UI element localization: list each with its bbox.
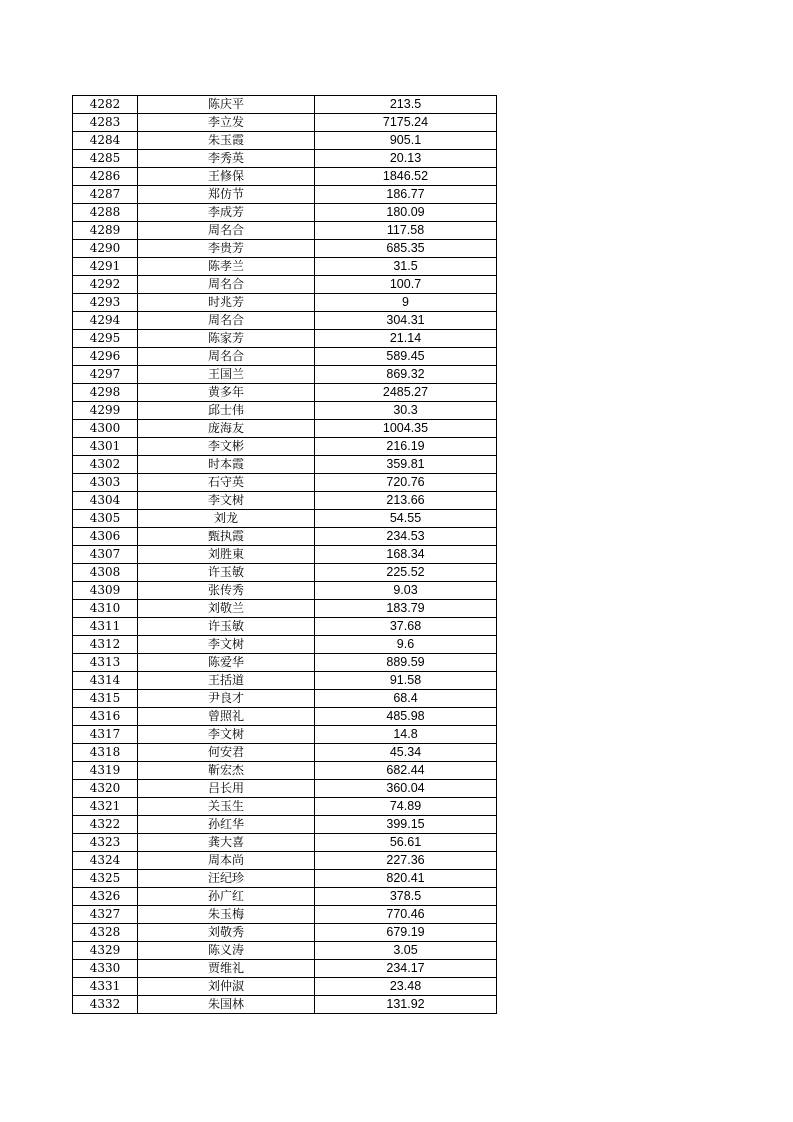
name-cell: 周名合	[138, 348, 315, 366]
table-row	[73, 186, 497, 204]
amount-cell: 2485.27	[315, 384, 497, 402]
table-row	[73, 960, 497, 978]
row-id-cell: 4317	[73, 726, 138, 744]
row-id-cell: 4304	[73, 492, 138, 510]
amount-cell: 485.98	[315, 708, 497, 726]
amount-cell: 889.59	[315, 654, 497, 672]
table-row	[73, 366, 497, 384]
row-id-cell: 4328	[73, 924, 138, 942]
name-cell: 刘敬兰	[138, 600, 315, 618]
row-id-cell: 4311	[73, 618, 138, 636]
row-id-cell: 4288	[73, 204, 138, 222]
table-row	[73, 762, 497, 780]
row-id-cell: 4282	[73, 96, 138, 114]
table-row	[73, 528, 497, 546]
row-id-cell: 4312	[73, 636, 138, 654]
amount-cell: 91.58	[315, 672, 497, 690]
name-cell: 陈义涛	[138, 942, 315, 960]
row-id-cell: 4284	[73, 132, 138, 150]
amount-cell: 183.79	[315, 600, 497, 618]
row-id-cell: 4286	[73, 168, 138, 186]
table-row	[73, 564, 497, 582]
name-cell: 朱玉梅	[138, 906, 315, 924]
amount-cell: 682.44	[315, 762, 497, 780]
name-cell: 石守英	[138, 474, 315, 492]
name-cell: 时本霞	[138, 456, 315, 474]
table-row	[73, 870, 497, 888]
table-row	[73, 546, 497, 564]
amount-cell: 3.05	[315, 942, 497, 960]
name-cell: 刘敬秀	[138, 924, 315, 942]
table-row	[73, 600, 497, 618]
amount-cell: 905.1	[315, 132, 497, 150]
name-cell: 尹良才	[138, 690, 315, 708]
table-row	[73, 114, 497, 132]
amount-cell: 31.5	[315, 258, 497, 276]
amount-cell: 45.34	[315, 744, 497, 762]
amount-cell: 213.5	[315, 96, 497, 114]
name-cell: 周名合	[138, 276, 315, 294]
table-row	[73, 492, 497, 510]
name-cell: 靳宏杰	[138, 762, 315, 780]
name-cell: 李成芳	[138, 204, 315, 222]
name-cell: 汪纪珍	[138, 870, 315, 888]
name-cell: 李文彬	[138, 438, 315, 456]
amount-cell: 14.8	[315, 726, 497, 744]
name-cell: 朱国林	[138, 996, 315, 1014]
name-cell: 陈爱华	[138, 654, 315, 672]
table-row	[73, 96, 497, 114]
table-row	[73, 798, 497, 816]
row-id-cell: 4308	[73, 564, 138, 582]
name-cell: 周本尚	[138, 852, 315, 870]
table-body	[73, 96, 497, 1014]
name-cell: 周名合	[138, 222, 315, 240]
name-cell: 李文树	[138, 726, 315, 744]
table-row	[73, 168, 497, 186]
table-row	[73, 618, 497, 636]
row-id-cell: 4298	[73, 384, 138, 402]
row-id-cell: 4302	[73, 456, 138, 474]
amount-cell: 9.6	[315, 636, 497, 654]
table-row	[73, 510, 497, 528]
amount-cell: 1004.35	[315, 420, 497, 438]
amount-cell: 234.53	[315, 528, 497, 546]
amount-cell: 227.36	[315, 852, 497, 870]
name-cell: 王修保	[138, 168, 315, 186]
row-id-cell: 4323	[73, 834, 138, 852]
table-row	[73, 744, 497, 762]
name-cell: 孙红华	[138, 816, 315, 834]
amount-cell: 37.68	[315, 618, 497, 636]
name-cell: 龚大喜	[138, 834, 315, 852]
name-cell: 许玉敏	[138, 564, 315, 582]
name-cell: 关玉生	[138, 798, 315, 816]
name-cell: 李文树	[138, 492, 315, 510]
name-cell: 邱士伟	[138, 402, 315, 420]
amount-cell: 68.4	[315, 690, 497, 708]
table-row	[73, 636, 497, 654]
row-id-cell: 4315	[73, 690, 138, 708]
table-row	[73, 906, 497, 924]
amount-cell: 117.58	[315, 222, 497, 240]
amount-cell: 770.46	[315, 906, 497, 924]
name-cell: 周名合	[138, 312, 315, 330]
table-row	[73, 312, 497, 330]
name-cell: 王国兰	[138, 366, 315, 384]
name-cell: 时兆芳	[138, 294, 315, 312]
amount-cell: 234.17	[315, 960, 497, 978]
table-row	[73, 996, 497, 1014]
amount-cell: 359.81	[315, 456, 497, 474]
row-id-cell: 4321	[73, 798, 138, 816]
table-row	[73, 438, 497, 456]
table-row	[73, 978, 497, 996]
table-row	[73, 258, 497, 276]
table-row	[73, 708, 497, 726]
row-id-cell: 4305	[73, 510, 138, 528]
row-id-cell: 4291	[73, 258, 138, 276]
row-id-cell: 4283	[73, 114, 138, 132]
row-id-cell: 4285	[73, 150, 138, 168]
amount-cell: 720.76	[315, 474, 497, 492]
amount-cell: 9.03	[315, 582, 497, 600]
name-cell: 王括道	[138, 672, 315, 690]
row-id-cell: 4303	[73, 474, 138, 492]
name-cell: 陈庆平	[138, 96, 315, 114]
amount-cell: 685.35	[315, 240, 497, 258]
row-id-cell: 4299	[73, 402, 138, 420]
name-cell: 刘胜東	[138, 546, 315, 564]
table-row	[73, 330, 497, 348]
row-id-cell: 4332	[73, 996, 138, 1014]
amount-cell: 869.32	[315, 366, 497, 384]
table-row	[73, 924, 497, 942]
row-id-cell: 4297	[73, 366, 138, 384]
row-id-cell: 4324	[73, 852, 138, 870]
table-row	[73, 654, 497, 672]
row-id-cell: 4300	[73, 420, 138, 438]
row-id-cell: 4287	[73, 186, 138, 204]
row-id-cell: 4294	[73, 312, 138, 330]
row-id-cell: 4316	[73, 708, 138, 726]
amount-cell: 56.61	[315, 834, 497, 852]
table-row	[73, 582, 497, 600]
row-id-cell: 4326	[73, 888, 138, 906]
table-row	[73, 726, 497, 744]
row-id-cell: 4293	[73, 294, 138, 312]
name-cell: 甄执霞	[138, 528, 315, 546]
amount-cell: 820.41	[315, 870, 497, 888]
table-row	[73, 276, 497, 294]
table-row	[73, 240, 497, 258]
amount-cell: 180.09	[315, 204, 497, 222]
table-row	[73, 780, 497, 798]
row-id-cell: 4306	[73, 528, 138, 546]
name-cell: 刘仲淑	[138, 978, 315, 996]
name-cell: 曾照礼	[138, 708, 315, 726]
name-cell: 吕长用	[138, 780, 315, 798]
table-row	[73, 942, 497, 960]
name-cell: 陈家芳	[138, 330, 315, 348]
row-id-cell: 4320	[73, 780, 138, 798]
name-cell: 朱玉霞	[138, 132, 315, 150]
amount-cell: 213.66	[315, 492, 497, 510]
row-id-cell: 4314	[73, 672, 138, 690]
row-id-cell: 4310	[73, 600, 138, 618]
row-id-cell: 4292	[73, 276, 138, 294]
table-row	[73, 294, 497, 312]
row-id-cell: 4330	[73, 960, 138, 978]
amount-cell: 131.92	[315, 996, 497, 1014]
row-id-cell: 4307	[73, 546, 138, 564]
table-row	[73, 852, 497, 870]
row-id-cell: 4309	[73, 582, 138, 600]
name-cell: 李文树	[138, 636, 315, 654]
row-id-cell: 4290	[73, 240, 138, 258]
name-cell: 庞海友	[138, 420, 315, 438]
table-row	[73, 672, 497, 690]
row-id-cell: 4327	[73, 906, 138, 924]
row-id-cell: 4325	[73, 870, 138, 888]
table-row	[73, 456, 497, 474]
amount-cell: 54.55	[315, 510, 497, 528]
name-cell: 李贵芳	[138, 240, 315, 258]
table-row	[73, 690, 497, 708]
name-cell: 李秀英	[138, 150, 315, 168]
name-cell: 何安君	[138, 744, 315, 762]
row-id-cell: 4322	[73, 816, 138, 834]
table-row	[73, 222, 497, 240]
table-row	[73, 816, 497, 834]
name-cell: 孙广红	[138, 888, 315, 906]
row-id-cell: 4313	[73, 654, 138, 672]
amount-cell: 186.77	[315, 186, 497, 204]
row-id-cell: 4318	[73, 744, 138, 762]
amount-cell: 7175.24	[315, 114, 497, 132]
row-id-cell: 4301	[73, 438, 138, 456]
amount-cell: 168.34	[315, 546, 497, 564]
name-cell: 李立发	[138, 114, 315, 132]
table-row	[73, 132, 497, 150]
amount-cell: 589.45	[315, 348, 497, 366]
table-row	[73, 348, 497, 366]
name-cell: 刘龙	[138, 510, 315, 528]
amount-cell: 225.52	[315, 564, 497, 582]
table-row	[73, 150, 497, 168]
table-row	[73, 420, 497, 438]
amount-cell: 304.31	[315, 312, 497, 330]
name-cell: 贾维礼	[138, 960, 315, 978]
amount-cell: 74.89	[315, 798, 497, 816]
row-id-cell: 4289	[73, 222, 138, 240]
amount-cell: 23.48	[315, 978, 497, 996]
amount-cell: 216.19	[315, 438, 497, 456]
table-row	[73, 402, 497, 420]
table-row	[73, 204, 497, 222]
row-id-cell: 4329	[73, 942, 138, 960]
row-id-cell: 4319	[73, 762, 138, 780]
row-id-cell: 4295	[73, 330, 138, 348]
row-id-cell: 4296	[73, 348, 138, 366]
name-cell: 郑仿节	[138, 186, 315, 204]
table-row	[73, 834, 497, 852]
amount-cell: 679.19	[315, 924, 497, 942]
data-table	[72, 95, 497, 1014]
name-cell: 黄多年	[138, 384, 315, 402]
name-cell: 许玉敏	[138, 618, 315, 636]
table-row	[73, 888, 497, 906]
row-id-cell: 4331	[73, 978, 138, 996]
amount-cell: 20.13	[315, 150, 497, 168]
amount-cell: 100.7	[315, 276, 497, 294]
amount-cell: 21.14	[315, 330, 497, 348]
amount-cell: 1846.52	[315, 168, 497, 186]
amount-cell: 399.15	[315, 816, 497, 834]
table-row	[73, 474, 497, 492]
name-cell: 陈孝兰	[138, 258, 315, 276]
amount-cell: 360.04	[315, 780, 497, 798]
amount-cell: 9	[315, 294, 497, 312]
amount-cell: 30.3	[315, 402, 497, 420]
table-row	[73, 384, 497, 402]
name-cell: 张传秀	[138, 582, 315, 600]
amount-cell: 378.5	[315, 888, 497, 906]
